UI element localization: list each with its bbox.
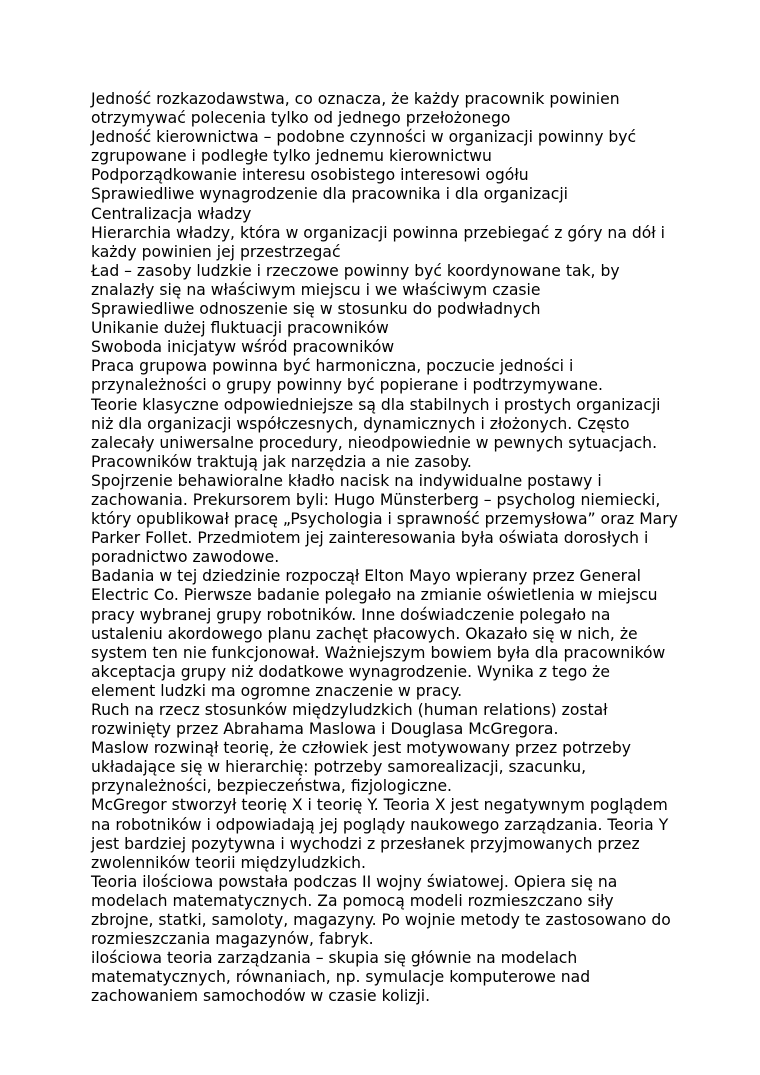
text-line: otrzymywać polecenia tylko od jednego przełożonego xyxy=(91,109,511,128)
text-line: zachowania. Prekursorem byli: Hugo Münsterberg – psycholog niemiecki, xyxy=(91,490,661,509)
text-line: rozmieszczania magazynów, fabryk. xyxy=(91,930,374,949)
text-line: znalazły się na właściwym miejscu i we właściwym czasie xyxy=(91,280,541,299)
text-line: Unikanie dużej fluktuacji pracowników xyxy=(91,319,389,338)
text-line: Swoboda inicjatyw wśród pracowników xyxy=(91,338,395,357)
text-line: ilościowa teoria zarządzania – skupia się głównie na modelach xyxy=(91,949,578,968)
text-line: McGregor stworzył teorię X i teorię Y. Teoria X jest negatywnym poglądem xyxy=(91,796,668,815)
text-line: akceptacja grupy niż dodatkowe wynagrodzenie. Wynika z tego że xyxy=(91,662,610,681)
text-line: Teorie klasyczne odpowiedniejsze są dla stabilnych i prostych organizacji xyxy=(91,395,661,414)
text-line: Pracowników traktują jak narzędzia a nie zasoby. xyxy=(91,452,472,471)
text-line: Hierarchia władzy, która w organizacji powinna przebiegać z góry na dół i xyxy=(91,223,665,242)
text-line: pracy wybranej grupy robotników. Inne doświadczenie polegało na xyxy=(91,605,611,624)
paragraph xyxy=(91,90,691,128)
paragraph xyxy=(91,166,691,185)
text-line: Podporządkowanie interesu osobistego interesowi ogółu xyxy=(91,166,529,185)
text-line: niż dla organizacji współczesnych, dynamicznych i złożonych. Często xyxy=(91,414,630,433)
text-line: Spojrzenie behawioralne kładło nacisk na indywidualne postawy i xyxy=(91,471,602,490)
text-line: ustaleniu akordowego planu zachęt płacowych. Okazało się w nich, że xyxy=(91,624,638,643)
text-line: Centralizacja władzy xyxy=(91,204,252,223)
text-line: Sprawiedliwe wynagrodzenie dla pracownika i dla organizacji xyxy=(91,185,569,204)
text-line: Jedność rozkazodawstwa, co oznacza, że każdy pracownik powinien xyxy=(91,90,620,108)
text-line: rozwinięty przez Abrahama Maslowa i Douglasa McGregora. xyxy=(91,720,559,739)
paragraph xyxy=(91,128,691,166)
text-line: każdy powinien jej przestrzegać xyxy=(91,242,341,261)
paragraph xyxy=(91,185,691,204)
text-line: zgrupowane i podległe tylko jednemu kierownictwu xyxy=(91,147,492,166)
text-line: układające się w hierarchię: potrzeby samorealizacji, szacunku, xyxy=(91,758,587,777)
paragraph xyxy=(91,319,691,338)
text-line: Praca grupowa powinna być harmoniczna, poczucie jedności i xyxy=(91,357,574,376)
text-line: Parker Follet. Przedmiotem jej zainteresowania była oświata dorosłych i xyxy=(91,529,649,548)
text-line: przynależności o grupy powinny być popierane i podtrzymywane. xyxy=(91,376,603,395)
paragraph xyxy=(91,796,691,872)
text-line: Electric Co. Pierwsze badanie polegało na zmianie oświetlenia w miejscu xyxy=(91,586,658,605)
text-line: jest bardziej pozytywna i wychodzi z przesłanek przyjmowanych przez xyxy=(91,834,640,853)
text-line: element ludzki ma ogromne znaczenie w pracy. xyxy=(91,681,463,700)
paragraph xyxy=(91,472,691,567)
paragraph xyxy=(91,396,691,472)
text-line: zachowaniem samochodów w czasie kolizji. xyxy=(91,987,431,1006)
text-line: przynależności, bezpieczeństwa, fizjologiczne. xyxy=(91,777,453,796)
text-line: na robotników i odpowiadają jej poglądy naukowego zarządzania. Teoria Y xyxy=(91,815,669,834)
text-line: Sprawiedliwe odnoszenie się w stosunku do podwładnych xyxy=(91,300,541,319)
paragraph xyxy=(91,949,691,1006)
text-line: zbrojne, statki, samoloty, magazyny. Po wojnie metody te zastosowano do xyxy=(91,911,671,930)
text-line: Ład – zasoby ludzkie i rzeczowe powinny być koordynowane tak, by xyxy=(91,261,620,280)
text-line: Jedność kierownictwa – podobne czynności w organizacji powinny być xyxy=(91,128,637,147)
text-line: matematycznych, równaniach, np. symulacje komputerowe nad xyxy=(91,968,591,987)
paragraph xyxy=(91,701,691,739)
paragraph xyxy=(91,873,691,949)
paragraph xyxy=(91,567,691,701)
text-line: system ten nie funkcjonował. Ważniejszym bowiem była dla pracowników xyxy=(91,643,666,662)
paragraph xyxy=(91,338,691,357)
paragraph xyxy=(91,205,691,224)
paragraph xyxy=(91,739,691,796)
paragraph xyxy=(91,262,691,300)
paragraph xyxy=(91,224,691,262)
text-line: Ruch na rzecz stosunków międzyludzkich (human relations) został xyxy=(91,701,608,719)
text-line: poradnictwo zawodowe. xyxy=(91,548,280,567)
text-line: Maslow rozwinął teorię, że człowiek jest motywowany przez potrzeby xyxy=(91,739,632,758)
text-line: który opublikował pracę „Psychologia i sprawność przemysłowa” oraz Mary xyxy=(91,510,678,529)
text-line: zwolenników teorii międzyludzkich. xyxy=(91,853,367,872)
text-line: Badania w tej dziedzinie rozpoczął Elton Mayo wpierany przez General xyxy=(91,567,641,586)
paragraph xyxy=(91,300,691,319)
text-line: modelach matematycznych. Za pomocą modeli rozmieszczano siły xyxy=(91,891,614,910)
text-line: zalecały uniwersalne procedury, nieodpowiednie w pewnych sytuacjach. xyxy=(91,433,658,452)
document-page xyxy=(91,90,691,1007)
paragraph xyxy=(91,357,691,395)
text-line: Teoria ilościowa powstała podczas II wojny światowej. Opiera się na xyxy=(91,872,618,891)
